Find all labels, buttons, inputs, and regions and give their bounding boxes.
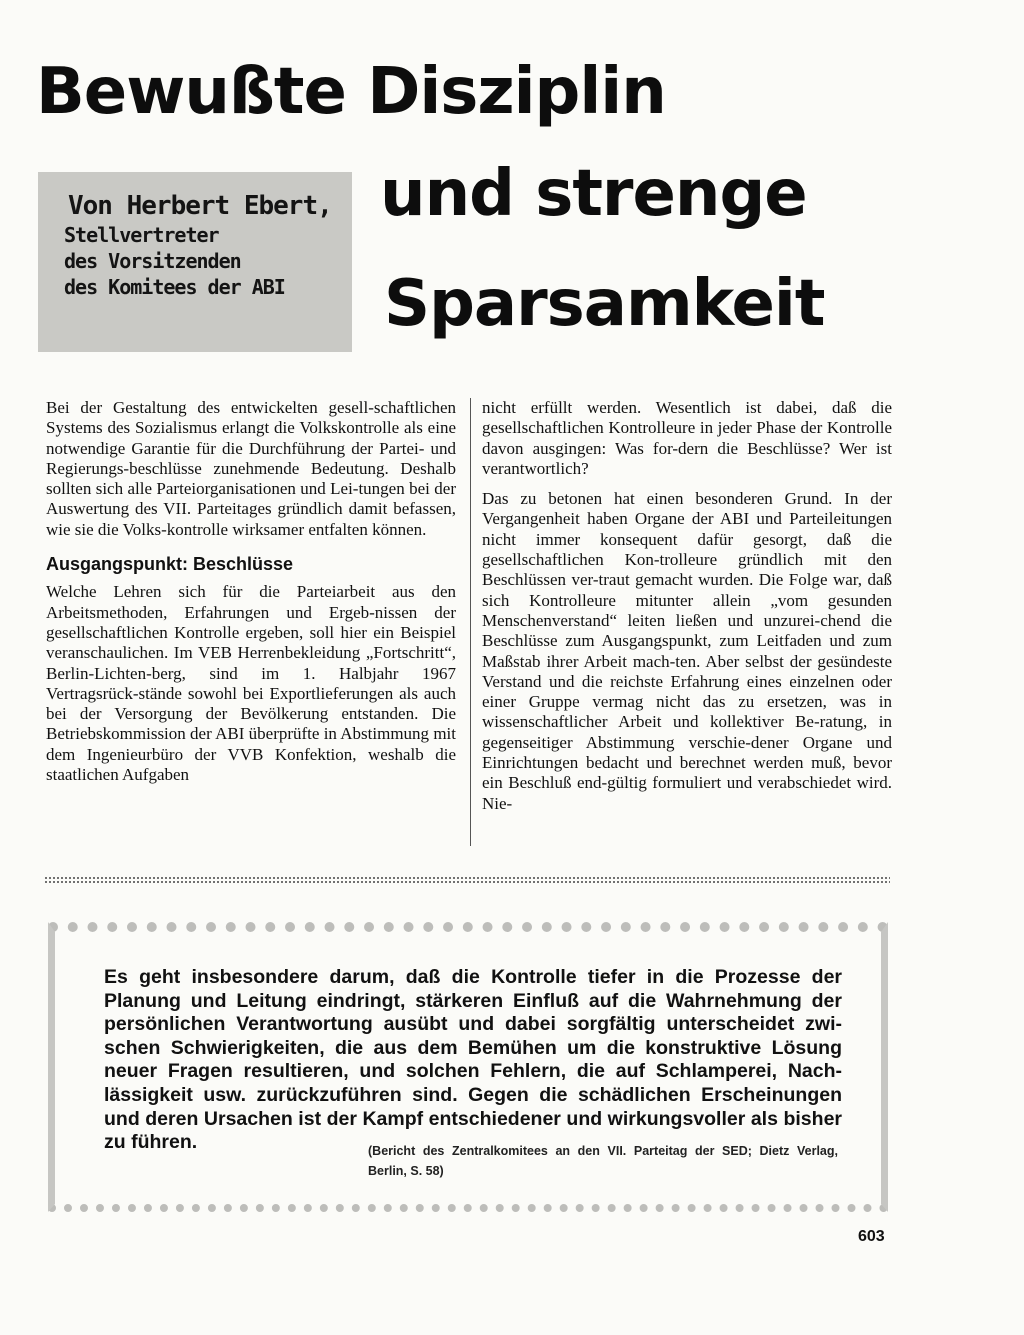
page-number: 603 <box>858 1228 885 1245</box>
author-name: Von Herbert Ebert, <box>68 191 332 221</box>
headline-line-2: und strenge <box>380 157 807 231</box>
section-subheading: Ausgangspunkt: Beschlüsse <box>46 554 294 575</box>
body-paragraph: Welche Lehren sich für die Parteiarbeit aus den Arbeitsmethoden, Erfahrungen und Ergeb-nissen der gesellschaftlichen Kontrolle ergeben, soll hier ein Beispiel veranschaulichen. Im VEB Herrenbekleidung „Fortschritt“, Berlin-Lichten-berg, sind im 1. Halbjahr 1967 Vertragsrück-stände sowohl bei Exportlieferungen als auch bei der Versorgung der Bevölkerung entstanden. Die Betriebskommission der ABI überprüfte in Abstimmung mit dem Ingenieurbüro der VVB Konfektion, weshalb die staatlichen Aufgaben <box>46 582 456 785</box>
headline-line-3: Sparsamkeit <box>384 267 825 341</box>
quote-source: (Bericht des Zentralkomitees an den VII. Parteitag der SED; Dietz Verlag, Berlin, S. 58) <box>368 1144 838 1178</box>
body-paragraph: Das zu betonen hat einen besonderen Grund. In der Vergangenheit haben Organe der ABI und Parteileitungen nicht immer konsequent dafür gesorgt, daß die gesellschaftlichen Kon-trolleure gründlich mit den Beschlüssen ver-traut gemacht wurden. Die Folge war, daß sich Kontrolleure mitunter allein „vom gesunden Menschenverstand“ leiten ließen und unzurei-chend die Beschlüsse zum Ausgangspunkt, zum Leitfaden und zum Maßstab ihrer Arbeit mach-ten. Aber selbst der gesündeste Verstand und die reichste Erfahrung eines einzelnen oder einer Gruppe vermag nicht das zu ersetzen, was in wissenschaftlicher Arbeit und kollektiver Be-ratung, in gegenseitiger Abstimmung verschie-dener Organe und Einrichtungen bedacht und berechnet werden muß, bevor ein Beschluß end-gültig formuliert und verabschiedet wird. Nie- <box>482 489 892 813</box>
intro-paragraph: Bei der Gestaltung des entwickelten gesell-schaftlichen Systems des Sozialismus erlangt die Volkskontrolle als eine notwendige Garantie für die Durchführung der Partei- und Regierungs-beschlüsse zunehmende Bedeutung. Deshalb sollten sich alle Parteiorganisationen und Lei-tungen bei der Auswertung des VII. Parteitages gründlich damit befassen, wie sie die Volks-kontrolle wirksamer entfalten können. <box>46 398 456 539</box>
article-column-right <box>482 398 892 814</box>
dotted-separator <box>44 876 890 883</box>
column-divider <box>470 398 471 846</box>
author-role-line-2: des Vorsitzenden <box>64 249 241 273</box>
author-byline-box <box>38 172 352 352</box>
author-role-line-1: Stellvertreter <box>64 223 219 247</box>
article-column-left <box>46 398 456 785</box>
headline-line-1: Bewußte Disziplin <box>36 55 666 129</box>
author-role-line-3: des Komitees der ABI <box>64 275 285 299</box>
quote-text: Es geht insbesondere darum, daß die Kontrolle tiefer in die Prozesse der Planung und Leitung eindringt, stärkeren Einfluß auf die Wahrnehmung der persönlichen Verantwortung ausübt und dabei sorgfältig unterscheidet zwi-schen Schwierigkeiten, die aus dem Bemühen um die konstruktive Lösung neuer Fragen resultieren, und solchen Fehlern, die auf Schlamperei, Nach-lässigkeit usw. zurückzuführen sind. Gegen die schädlichen Erscheinungen und deren Ursachen ist der Kampf entschiedener und wirkungsvoller als bisher zu führen. <box>104 966 842 1154</box>
body-paragraph-continued: nicht erfüllt werden. Wesentlich ist dabei, daß die gesellschaftlichen Kontrolleure in jeder Phase der Kontrolle davon ausgingen: Was for-dern die Beschlüsse? Wer ist verantwortlich? <box>482 398 892 478</box>
